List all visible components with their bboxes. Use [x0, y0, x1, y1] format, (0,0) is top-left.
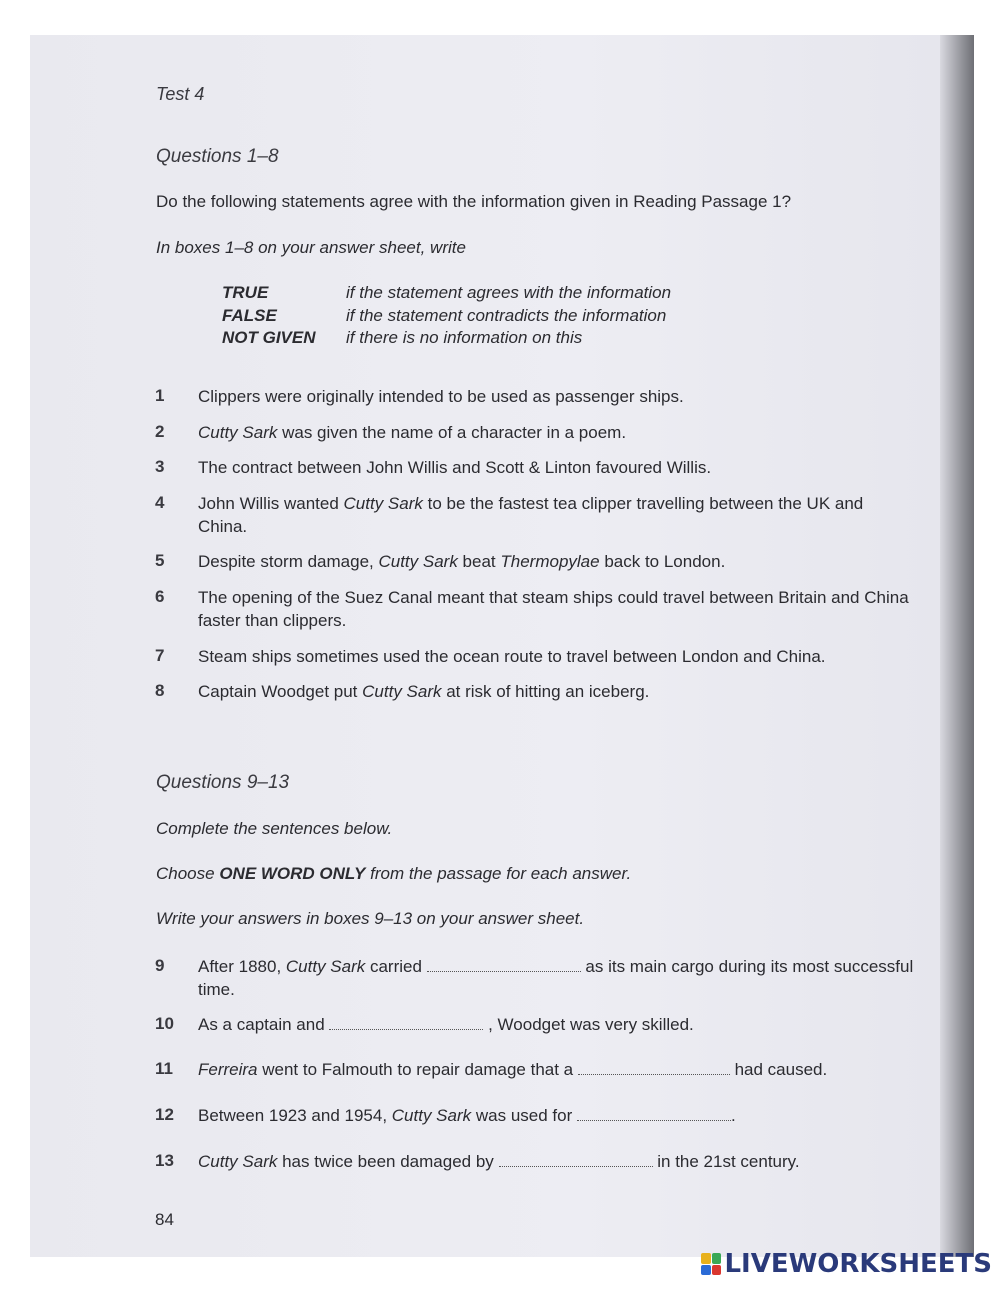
statement-item: The opening of the Suez Canal meant that steam ships could travel between Britain and China faster than clippers. — [198, 588, 909, 630]
key-definition-true: if the statement agrees with the information — [346, 283, 672, 302]
statement-item: John Willis wanted Cutty Sark to be the fastest tea clipper travelling between the UK and China. — [198, 494, 864, 536]
page-edge-shadow — [940, 35, 974, 1257]
item-number: 6 — [155, 587, 165, 606]
sentence-item: As a captain and , Woodget was very skilled. — [198, 1015, 694, 1034]
section1-instruction: Do the following statements agree with the information given in Reading Passage 1? — [156, 192, 792, 211]
sentence-item: Cutty Sark has twice been damaged by in the 21st century. — [198, 1152, 800, 1171]
liveworksheets-logo-icon — [701, 1253, 721, 1275]
item-number: 2 — [155, 422, 165, 441]
item-number: 13 — [155, 1151, 174, 1170]
key-term-not-given: NOT GIVEN — [222, 328, 316, 347]
statement-item: Captain Woodget put Cutty Sark at risk of hitting an iceberg. — [198, 682, 650, 701]
page-number: 84 — [155, 1210, 174, 1229]
item-number: 12 — [155, 1105, 174, 1124]
item-number: 1 — [155, 386, 165, 405]
item-number: 8 — [155, 681, 165, 700]
sentence-item: Ferreira went to Falmouth to repair damage that a had caused. — [198, 1060, 828, 1079]
key-definition-false: if the statement contradicts the information — [346, 306, 667, 325]
item-number: 7 — [155, 646, 165, 665]
item-number: 9 — [155, 956, 165, 975]
item-number: 10 — [155, 1014, 174, 1033]
item-number: 11 — [155, 1059, 173, 1078]
sentence-item: Between 1923 and 1954, Cutty Sark was used for . — [198, 1106, 736, 1125]
section2-instruction-3: Write your answers in boxes 9–13 on your answer sheet. — [156, 909, 585, 928]
questions-1-8-heading: Questions 1–8 — [156, 146, 279, 167]
answer-blank-10[interactable] — [329, 1017, 483, 1030]
section2-instruction-2: Choose ONE WORD ONLY from the passage for each answer. — [156, 864, 632, 883]
answer-blank-12[interactable] — [577, 1108, 731, 1121]
answer-blank-9[interactable] — [427, 959, 581, 972]
key-term-false: FALSE — [222, 306, 277, 325]
section1-subinstruction: In boxes 1–8 on your answer sheet, write — [156, 238, 466, 257]
sentence-item: After 1880, Cutty Sark carried as its main cargo during its most successful time. — [198, 957, 914, 999]
statement-item: Clippers were originally intended to be used as passenger ships. — [198, 387, 684, 406]
key-term-true: TRUE — [222, 283, 269, 302]
section2-instruction-1: Complete the sentences below. — [156, 819, 393, 838]
statement-item: Steam ships sometimes used the ocean route to travel between London and China. — [198, 647, 826, 666]
statement-item: Cutty Sark was given the name of a character in a poem. — [198, 423, 627, 442]
liveworksheets-logo — [701, 1249, 992, 1279]
answer-blank-11[interactable] — [578, 1062, 730, 1075]
item-number: 5 — [155, 551, 165, 570]
test-label: Test 4 — [156, 84, 205, 104]
liveworksheets-logo-text: LIVEWORKSHEETS — [724, 1249, 992, 1279]
answer-blank-13[interactable] — [499, 1154, 653, 1167]
statement-item: The contract between John Willis and Scott & Linton favoured Willis. — [198, 458, 712, 477]
questions-9-13-heading: Questions 9–13 — [156, 772, 290, 793]
statement-item: Despite storm damage, Cutty Sark beat Thermopylae back to London. — [198, 552, 726, 571]
key-definition-not-given: if there is no information on this — [346, 328, 583, 347]
item-number: 3 — [155, 457, 165, 476]
item-number: 4 — [155, 493, 165, 512]
